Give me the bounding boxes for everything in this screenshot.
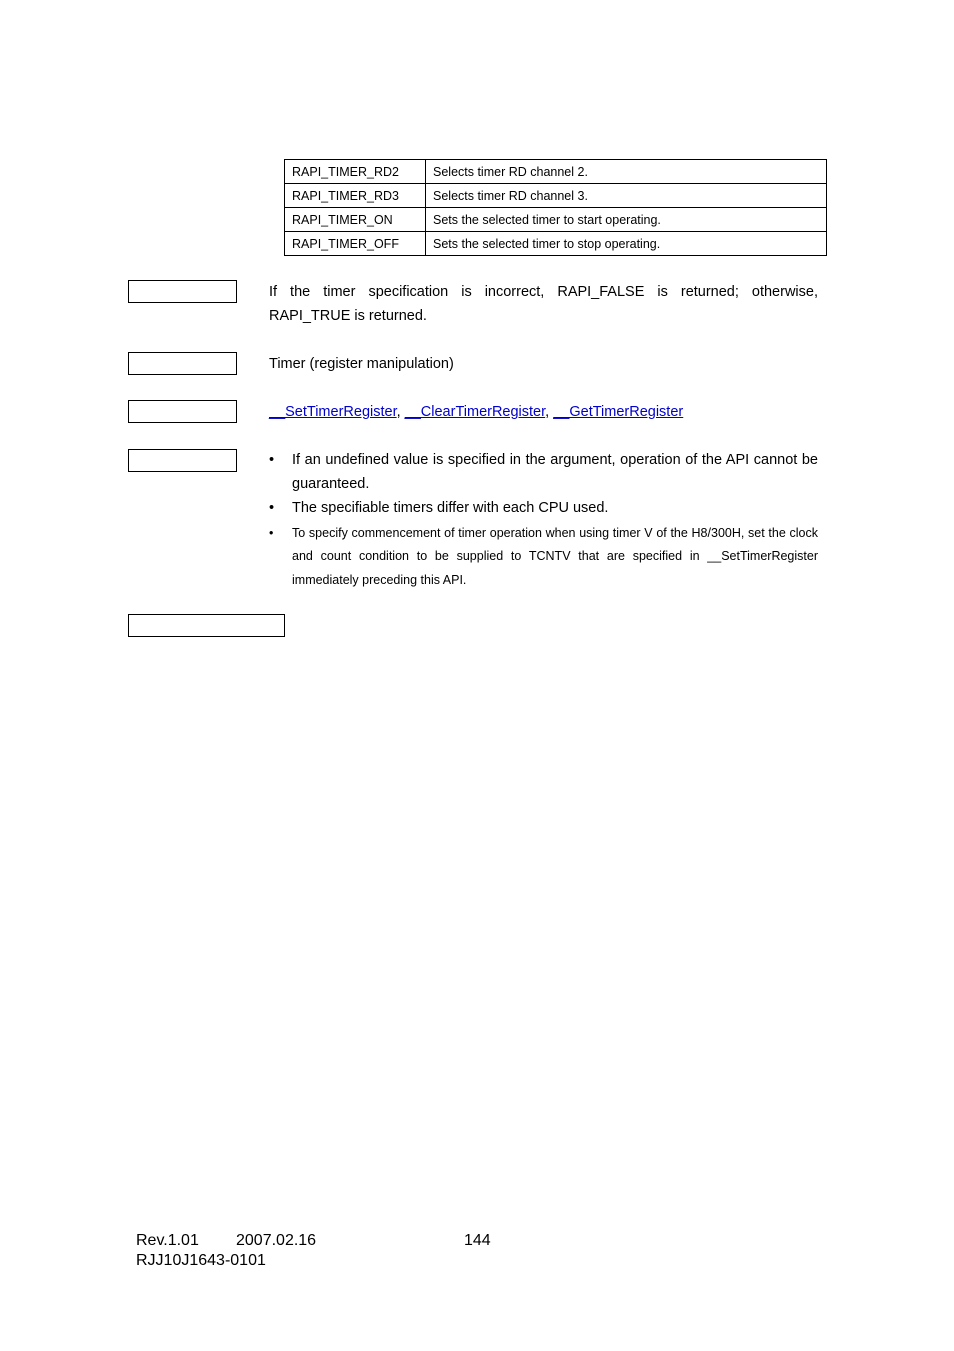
section-label-box-return — [128, 280, 237, 303]
remark-text: If an undefined value is specified in the argument, operation of the API cannot be guaranteed. — [292, 452, 818, 492]
footer-page-number: 144 — [464, 1232, 491, 1249]
section-label-box-category — [128, 352, 237, 375]
list-item — [269, 522, 818, 593]
table-row — [285, 208, 827, 232]
section-label-box-reference — [128, 400, 237, 423]
param-name-cell: RAPI_TIMER_RD3 — [285, 184, 426, 208]
footer-doc-id: RJJ10J1643-0101 — [136, 1252, 266, 1269]
link-set-timer-register[interactable]: __SetTimerRegister — [269, 404, 397, 420]
return-value-text: If the timer specification is incorrect, RAPI_FALSE is returned; otherwise, RAPI_TRUE is returned. — [269, 284, 818, 324]
param-desc-cell: Sets the selected timer to start operating. — [426, 208, 827, 232]
link-clear-timer-register[interactable]: __ClearTimerRegister — [404, 404, 546, 420]
section-label-box-remarks — [128, 449, 237, 472]
param-name-cell: RAPI_TIMER_RD2 — [285, 160, 426, 184]
list-item — [269, 449, 818, 496]
footer-date: 2007.02.16 — [236, 1232, 317, 1249]
param-desc-cell: Sets the selected timer to stop operating. — [426, 232, 827, 256]
param-name-cell: RAPI_TIMER_OFF — [285, 232, 426, 256]
bullet-icon: • — [269, 525, 274, 540]
footer-rev: Rev.1.01 — [136, 1232, 199, 1249]
param-desc-cell: Selects timer RD channel 2. — [426, 160, 827, 184]
section-label-box-example — [128, 614, 285, 637]
list-item — [269, 497, 818, 521]
remarks-list — [269, 449, 818, 592]
link-separator: , — [396, 404, 401, 420]
link-separator: , — [545, 404, 550, 420]
table-row — [285, 232, 827, 256]
category-text: Timer (register manipulation) — [269, 356, 454, 372]
param-name-cell: RAPI_TIMER_ON — [285, 208, 426, 232]
bullet-icon: • — [269, 500, 275, 516]
link-get-timer-register[interactable]: __GetTimerRegister — [553, 404, 684, 420]
remark-text: The specifiable timers differ with each CPU used. — [292, 500, 609, 516]
parameter-table — [284, 159, 827, 256]
bullet-icon: • — [269, 452, 275, 468]
reference-links — [269, 400, 818, 424]
param-desc-cell: Selects timer RD channel 3. — [426, 184, 827, 208]
table-row — [285, 160, 827, 184]
remark-text: To specify commencement of timer operation when using timer V of the H8/300H, set the clock and count condition to be supplied to TCNTV that are specified in __SetTimerRegister immediately preceding this API. — [292, 525, 818, 587]
table-row — [285, 184, 827, 208]
